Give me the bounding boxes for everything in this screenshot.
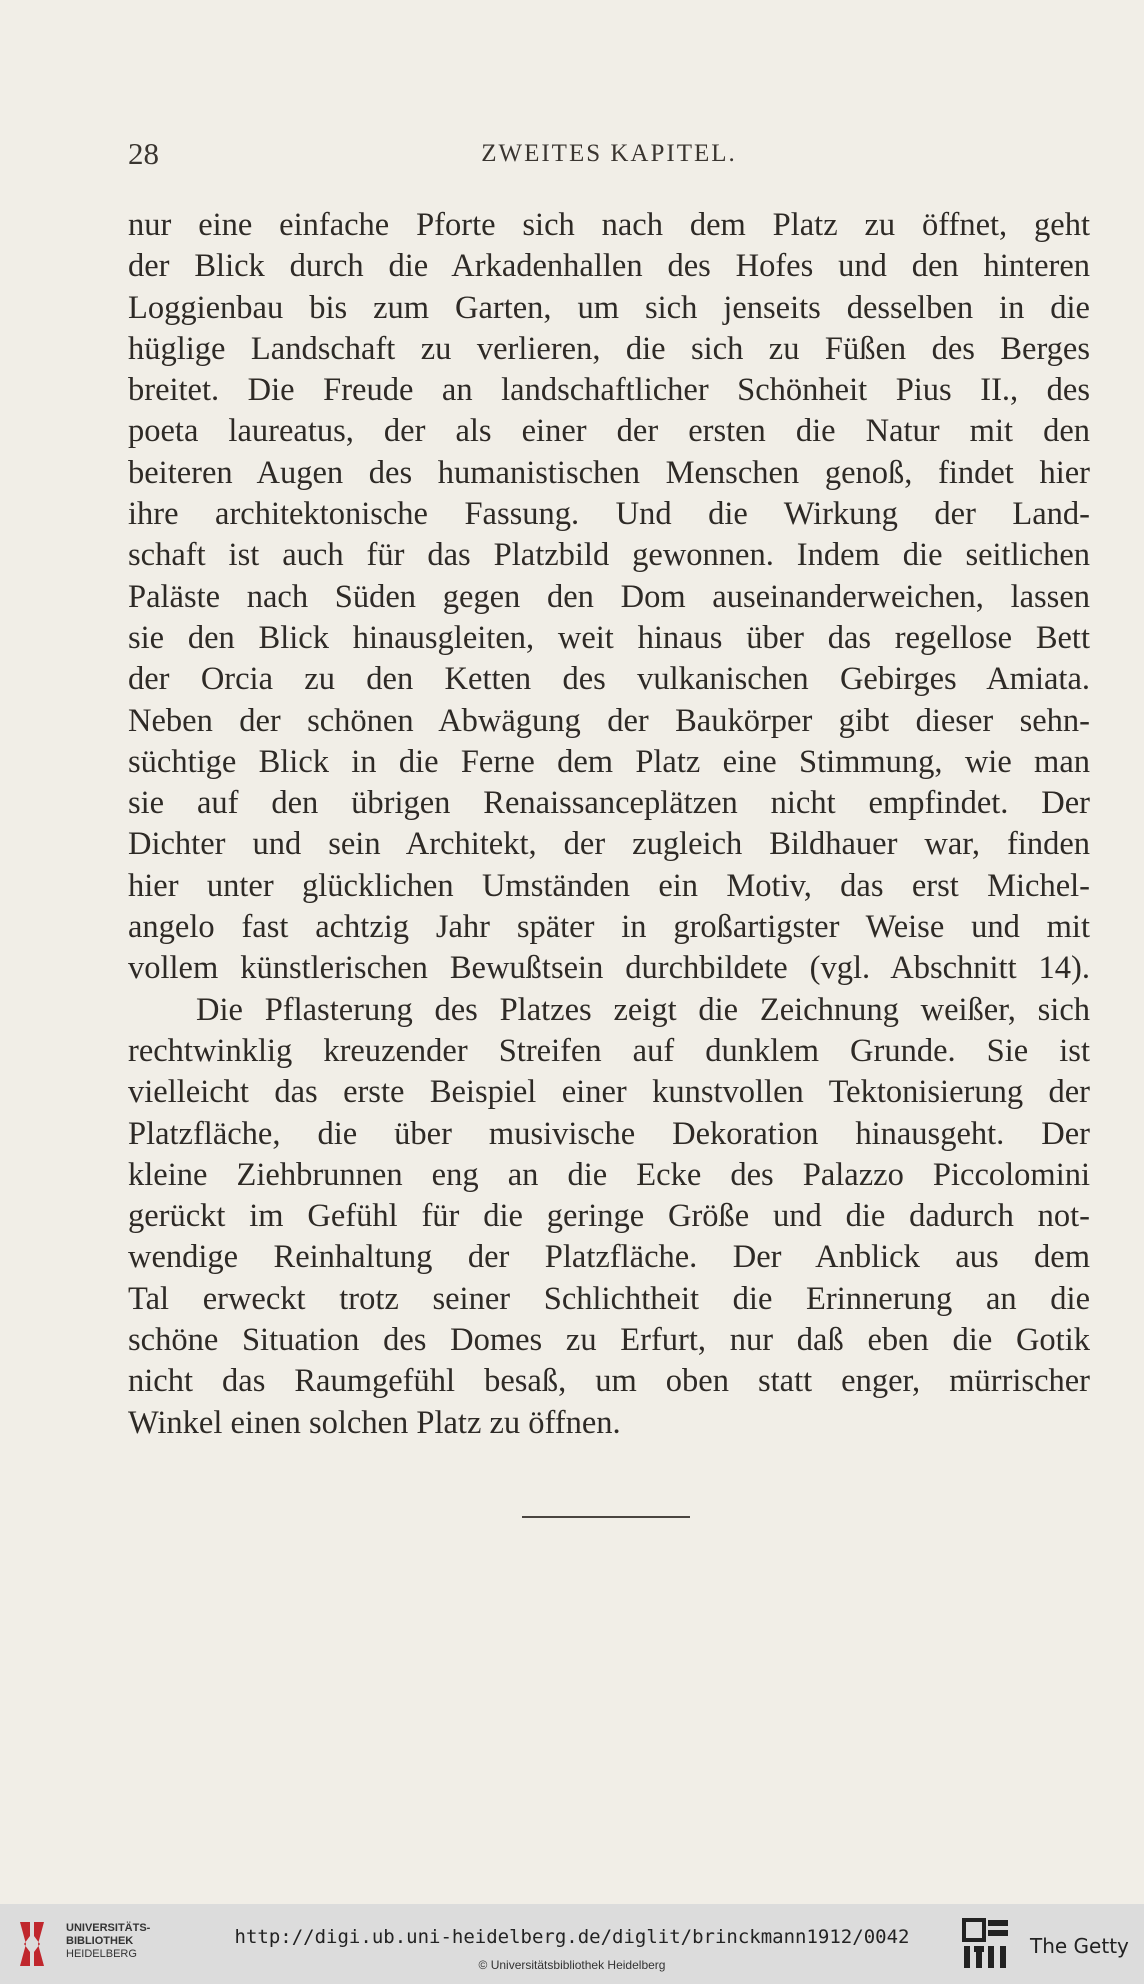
text-line: Paläste nach Süden gegen den Dom auseinanderweichen, lassen [128, 578, 1090, 615]
digitization-footer [0, 1904, 1144, 1984]
copyright-notice: © Universitätsbibliothek Heidelberg [478, 1958, 666, 1972]
text-line: ihre architektonische Fassung. Und die Wirkung der Land- [128, 496, 1090, 533]
text-line: der Orcia zu den Ketten des vulkanischen Gebirges Amiata. [128, 661, 1090, 698]
text-line: poeta laureatus, der als einer der ersten die Natur mit den [128, 413, 1090, 450]
page-number: 28 [128, 136, 159, 171]
text-line: süchtige Blick in die Ferne dem Platz eine Stimmung, wie man [128, 743, 1090, 780]
text-line: Loggienbau bis zum Garten, um sich jenseits desselben in die [128, 289, 1090, 326]
text-line: der Blick durch die Arkadenhallen des Hofes und den hinteren [128, 248, 1090, 285]
institution-line: BIBLIOTHEK [66, 1935, 134, 1947]
text-line: nur eine einfache Pforte sich nach dem Platz zu öffnet, geht [128, 207, 1090, 243]
source-url-link[interactable]: http://digi.ub.uni-heidelberg.de/diglit/brinckmann1912/0042 [234, 1926, 910, 1948]
getty-label: The Getty [1030, 1934, 1129, 1958]
text-line: Dichter und sein Architekt, der zugleich Bildhauer war, finden [128, 826, 1090, 863]
text-line: hüglige Landschaft zu verlieren, die sich zu Füßen des Berges [128, 330, 1090, 367]
text-line: nicht das Raumgefühl besaß, um oben statt enger, mürrischer [128, 1363, 1090, 1400]
text-line: sie auf den übrigen Renaissanceplätzen nicht empfindet. Der [128, 785, 1090, 822]
text-line: sie den Blick hinausgleiten, weit hinaus über das regellose Bett [128, 619, 1090, 656]
text-line: schöne Situation des Domes zu Erfurt, nur daß eben die Gotik [128, 1322, 1090, 1359]
text-line: kleine Ziehbrunnen eng an die Ecke des Palazzo Piccolomini [128, 1156, 1090, 1193]
text-line: vielleicht das erste Beispiel einer kunstvollen Tektonisierung der [128, 1074, 1090, 1111]
getty-logo-icon [962, 1918, 1012, 1970]
text-line: Winkel einen solchen Platz zu öffnen. [128, 1404, 621, 1441]
text-line: Neben der schönen Abwägung der Baukörper gibt dieser sehn- [128, 702, 1090, 739]
text-line: wendige Reinhaltung der Platzfläche. Der Anblick aus dem [128, 1239, 1090, 1276]
text-line: vollem künstlerischen Bewußtsein durchbildete (vgl. Abschnitt 14). [128, 950, 1090, 987]
text-line: Platzfläche, die über musivische Dekoration hinausgeht. Der [128, 1115, 1090, 1152]
text-line: schaft ist auch für das Platzbild gewonnen. Indem die seitlichen [128, 537, 1090, 574]
text-line: breitet. Die Freude an landschaftlicher Schönheit Pius II., des [128, 372, 1090, 409]
text-line: rechtwinklig kreuzender Streifen auf dunklem Grunde. Sie ist [128, 1032, 1090, 1069]
institution-line: UNIVERSITÄTS- [66, 1922, 151, 1934]
page-header [128, 136, 1090, 176]
text-line: gerückt im Gefühl für die geringe Größe und die dadurch not- [128, 1198, 1090, 1235]
paragraph-start-line: Die Pflasterung des Platzes zeigt die Zeichnung weißer, sich [196, 991, 1090, 1028]
body-text [128, 205, 1090, 1444]
chapter-title: ZWEITES KAPITEL. [481, 140, 737, 167]
institution-line: HEIDELBERG [66, 1948, 137, 1960]
section-end-rule [522, 1516, 690, 1518]
text-line: hier unter glücklichen Umständen ein Motiv, das erst Michel- [128, 867, 1090, 904]
text-line: Tal erweckt trotz seiner Schlichtheit die Erinnerung an die [128, 1280, 1090, 1317]
text-line: angelo fast achtzig Jahr später in großartigster Weise und mit [128, 909, 1090, 946]
text-line: beiteren Augen des humanistischen Menschen genoß, findet hier [128, 454, 1090, 491]
